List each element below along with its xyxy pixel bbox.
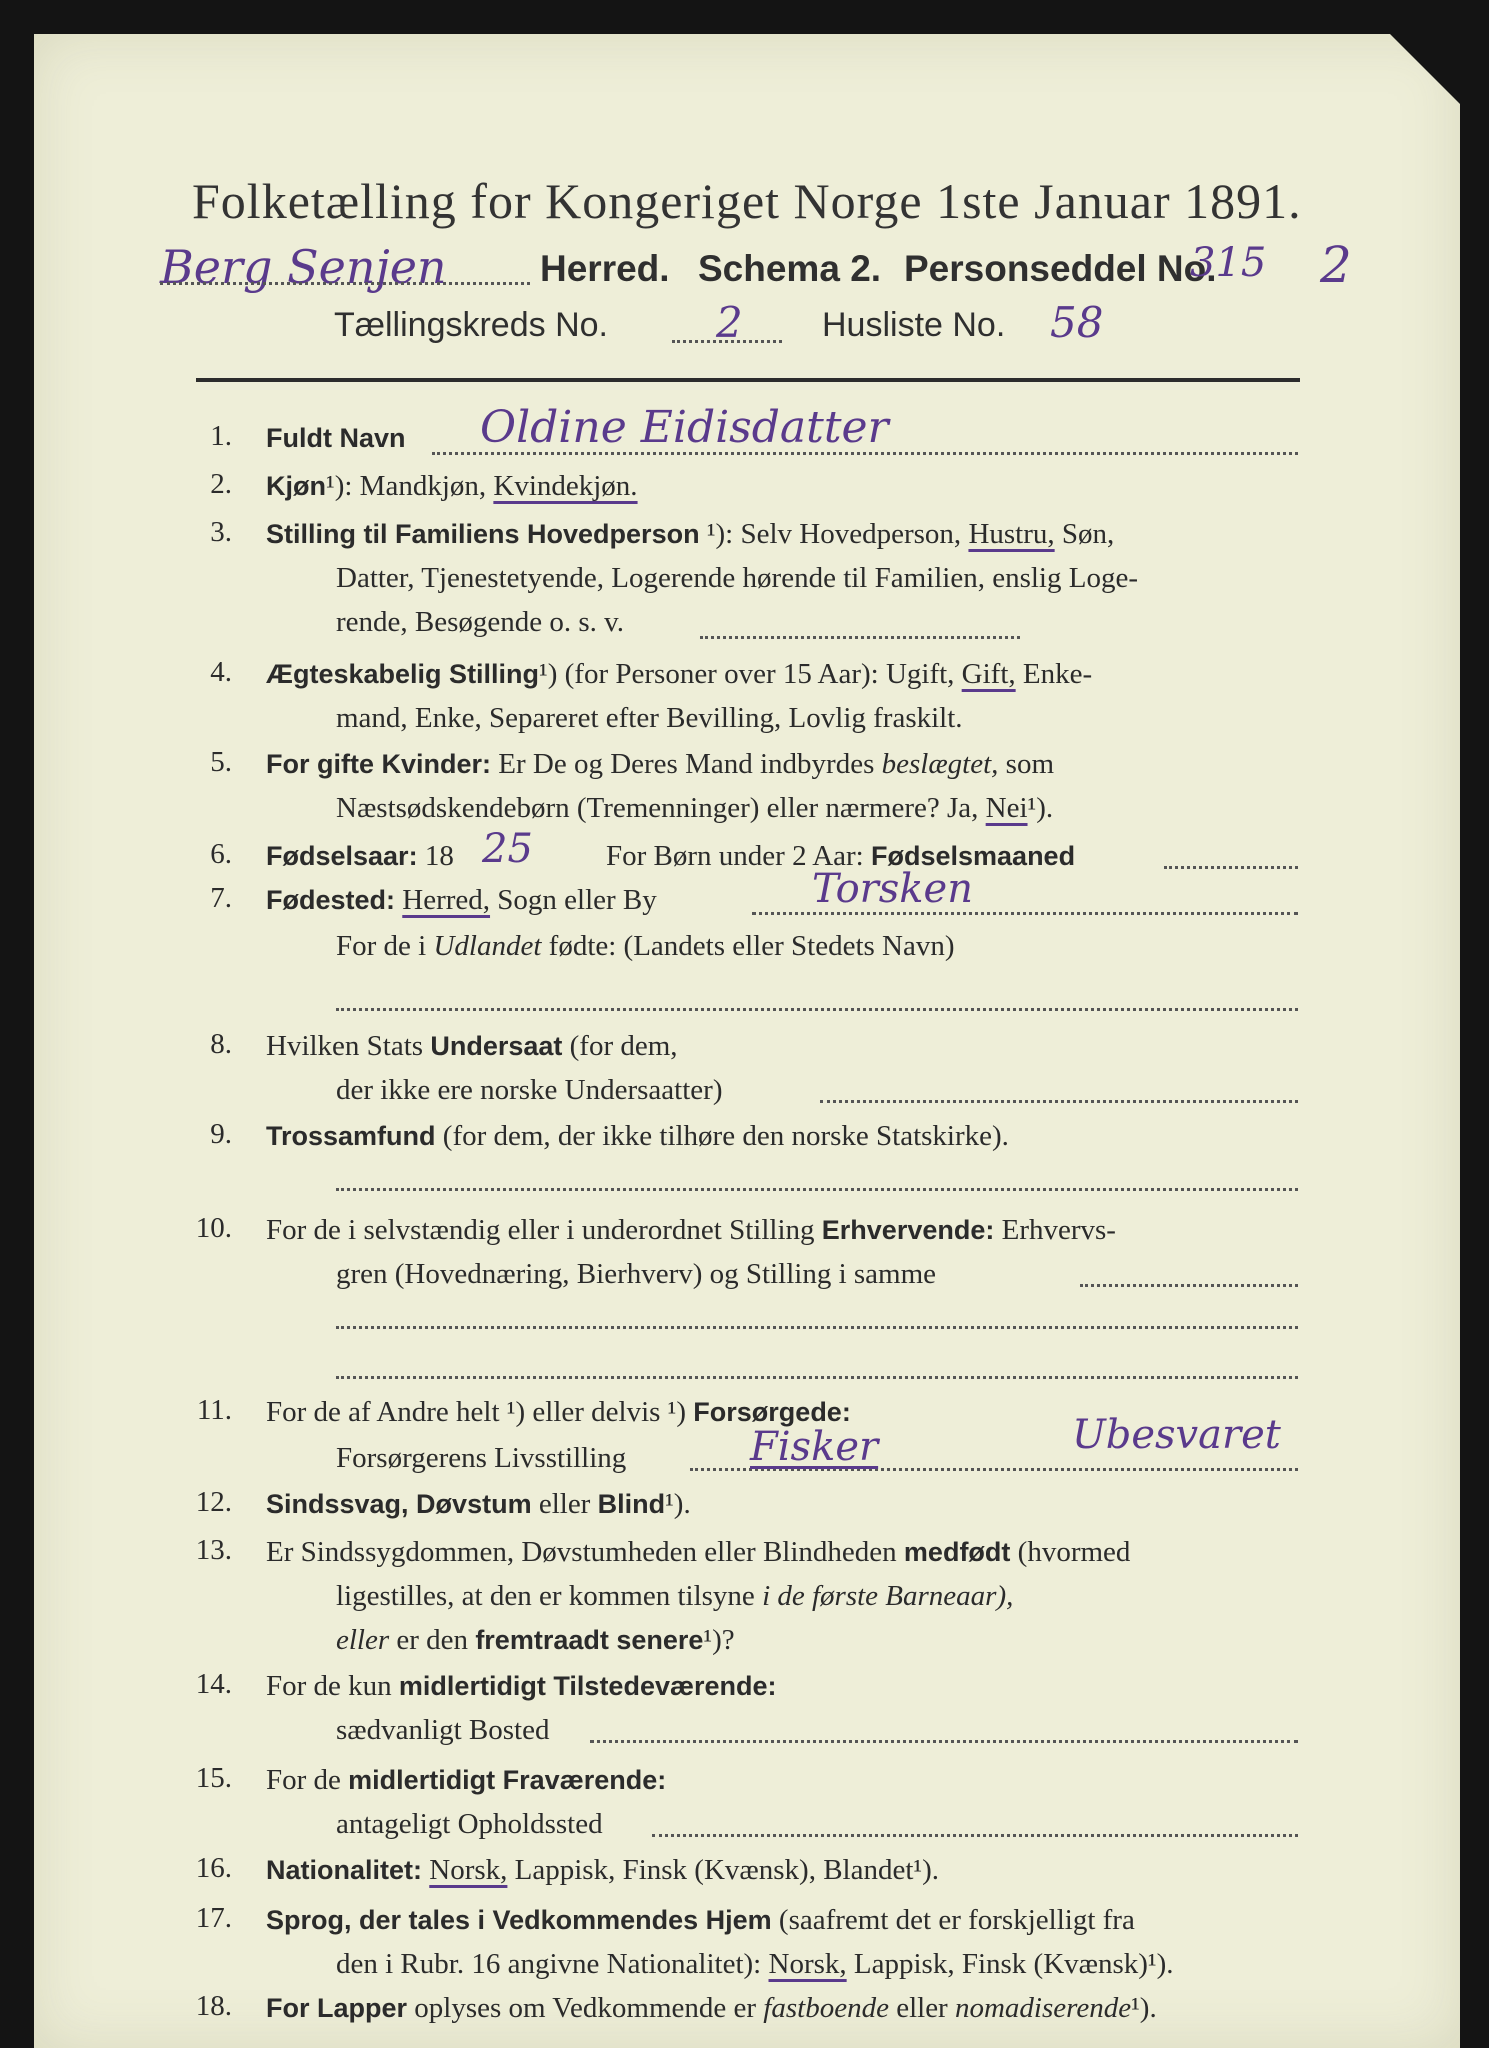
item-17-line-2: den i Rubr. 16 angivne Nationalitet): Norsk, Lappisk, Finsk (Kvænsk)¹). — [336, 1948, 1174, 1980]
item-number: 13. — [195, 1534, 232, 1566]
item-11-line-1: For de af Andre helt ¹) eller delvis ¹) Forsørgede: — [266, 1396, 851, 1428]
item-11-line-2: Forsørgerens Livsstilling — [336, 1442, 627, 1474]
item-number: 15. — [195, 1762, 232, 1794]
schema-label: Schema 2. — [698, 248, 882, 289]
item-number: 6. — [210, 838, 232, 870]
tellingskreds-label: Tællingskreds No. — [334, 306, 608, 344]
personseddel-extra: 2 — [1320, 236, 1352, 294]
personseddel-value: 315 — [1190, 240, 1267, 286]
item-number: 11. — [196, 1394, 232, 1426]
item-6-children: For Børn under 2 Aar: Fødselsmaaned — [606, 840, 1076, 872]
item-14-dotline — [590, 1740, 1298, 1743]
item-4-line-2: mand, Enke, Separeret efter Bevilling, Lovlig fraskilt. — [336, 702, 963, 734]
item-10-line-1: For de i selvstændig eller i underordnet Stilling Erhvervende: Erhvervs- — [266, 1214, 1116, 1246]
item-1-label: Fuldt Navn — [266, 423, 406, 453]
item-3-dotline — [700, 636, 1020, 639]
item-number: 2. — [210, 468, 232, 500]
item-9-dotline — [336, 1188, 1298, 1191]
torn-corner — [1390, 34, 1460, 104]
personseddel-label: Personseddel No. — [904, 248, 1217, 289]
census-form-paper — [34, 34, 1460, 2048]
item-number: 4. — [210, 656, 232, 688]
item-9-text: Trossamfund (for dem, der ikke tilhøre den norske Statskirke). — [266, 1120, 1009, 1152]
item-16-text: Nationalitet: Norsk, Lappisk, Finsk (Kvænsk), Blandet¹). — [266, 1854, 939, 1886]
item-number: 1. — [210, 420, 232, 452]
item-number: 7. — [210, 882, 232, 914]
tellingskreds-value: 2 — [716, 298, 743, 347]
item-number: 8. — [210, 1028, 232, 1060]
item-17-line-1: Sprog, der tales i Vedkommendes Hjem (saafremt det er forskjelligt fra — [266, 1904, 1135, 1936]
item-10-dotline-3 — [336, 1376, 1298, 1379]
item-15-line-1: For de midlertidigt Fraværende: — [266, 1764, 667, 1796]
item-3-line-1: Stilling til Familiens Hovedperson ¹): Selv Hovedperson, Hustru, Søn, — [266, 518, 1115, 550]
item-8-line-2: der ikke ere norske Undersaatter) — [336, 1074, 723, 1106]
item-7-dotline-2 — [336, 1008, 1298, 1011]
item-14-line-2: sædvanligt Bosted — [336, 1714, 550, 1746]
tellingskreds-dotline — [672, 340, 782, 343]
item-18-text: For Lapper oplyses om Vedkommende er fastboende eller nomadiserende¹). — [266, 1992, 1157, 2024]
item-4-line-1: Ægteskabelig Stilling¹) (for Personer over 15 Aar): Ugift, Gift, Enke- — [266, 658, 1093, 690]
item-13-line-1: Er Sindssygdommen, Døvstumheden eller Blindheden medfødt (hvormed — [266, 1536, 1131, 1568]
item-7-dotline — [752, 912, 1298, 915]
provider-occupation-handwritten: Fisker — [750, 1424, 879, 1470]
item-8-line-1: Hvilken Stats Undersaat (for dem, — [266, 1030, 678, 1062]
item-number: 18. — [195, 1990, 232, 2022]
item-number: 10. — [195, 1212, 232, 1244]
item-12-text: Sindssvag, Døvstum eller Blind¹). — [266, 1488, 691, 1520]
item-6-dotline — [1164, 866, 1298, 869]
item-3-line-2: Datter, Tjenestetyende, Logerende hørende til Familien, enslig Loge- — [336, 562, 1138, 594]
item-number: 9. — [210, 1118, 232, 1150]
full-name-handwritten: Oldine Eidisdatter — [480, 402, 889, 453]
birth-year-handwritten: 25 — [482, 826, 533, 872]
herred-dotline — [160, 282, 530, 285]
item-number: 14. — [195, 1668, 232, 1700]
item-5-line-1: For gifte Kvinder: Er De og Deres Mand indbyrdes beslægtet, som — [266, 748, 1054, 780]
item-number: 17. — [195, 1902, 232, 1934]
birthplace-handwritten: Torsken — [812, 866, 973, 912]
item-15-line-2: antageligt Opholdssted — [336, 1808, 603, 1840]
item-10-line-2: gren (Hovednæring, Bierhverv) og Stilling i samme — [336, 1258, 937, 1290]
husliste-value: 58 — [1050, 298, 1104, 347]
item-number: 12. — [195, 1486, 232, 1518]
item-number: 3. — [210, 516, 232, 548]
provider-note-handwritten: Ubesvaret — [1072, 1412, 1281, 1458]
item-8-dotline — [820, 1100, 1298, 1103]
form-title: Folketælling for Kongeriget Norge 1ste Januar 1891. — [192, 173, 1302, 229]
header-rule — [196, 378, 1300, 382]
herred-label: Herred. — [540, 248, 670, 289]
item-10-dotline-2 — [336, 1326, 1298, 1329]
herred-handwritten: Berg Senjen — [160, 240, 447, 294]
item-1-dotline — [432, 452, 1298, 455]
item-10-dotline — [1080, 1284, 1298, 1287]
item-13-line-2: ligestilles, at den er kommen tilsyne i de første Barneaar), — [336, 1580, 1014, 1612]
item-7-line-1: Fødested: Herred, Sogn eller By — [266, 884, 657, 916]
item-14-line-1: For de kun midlertidigt Tilstedeværende: — [266, 1670, 777, 1702]
item-13-line-3: eller er den fremtraadt senere¹)? — [336, 1624, 735, 1656]
item-15-dotline — [652, 1834, 1298, 1837]
item-3-line-3: rende, Besøgende o. s. v. — [336, 606, 625, 638]
husliste-label: Husliste No. — [822, 306, 1006, 344]
item-6-text: Fødselsaar: 18 — [266, 840, 454, 872]
item-number: 5. — [210, 746, 232, 778]
item-7-line-2: For de i Udlandet fødte: (Landets eller Stedets Navn) — [336, 930, 955, 962]
item-number: 16. — [195, 1852, 232, 1884]
item-5-line-2: Næstsødskendebørn (Tremenninger) eller nærmere? Ja, Nei¹). — [336, 792, 1054, 824]
item-2-text: Kjøn¹): Mandkjøn, Kvindekjøn. — [266, 470, 638, 502]
